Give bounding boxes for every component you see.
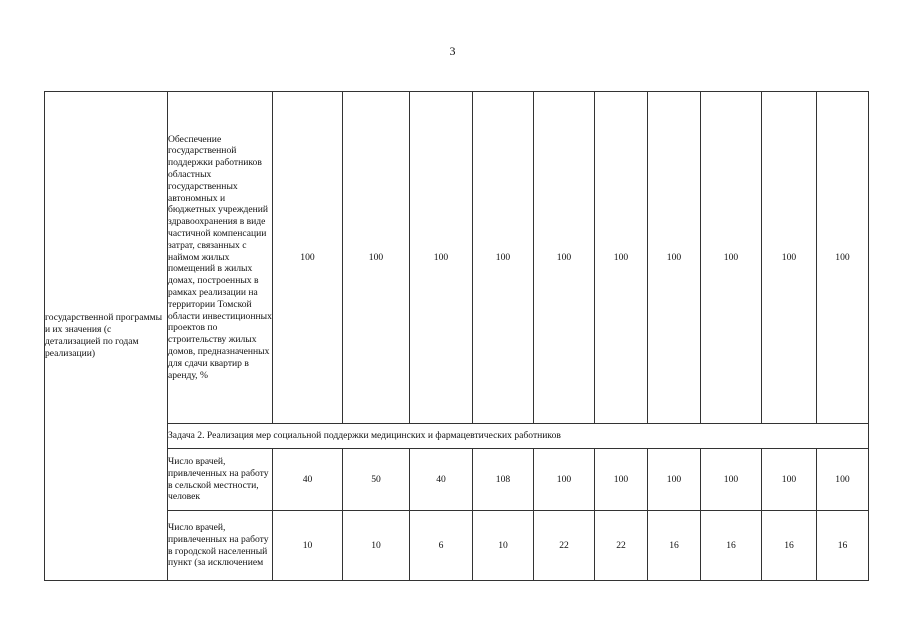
page-number: 3 (449, 44, 456, 58)
indicator-cell: Число врачей, привлеченных на работу в сельской местности, человек (168, 449, 273, 511)
value-cell: 6 (410, 511, 473, 581)
value-cell: 100 (273, 92, 343, 424)
value-cell: 108 (473, 449, 534, 511)
value-cell: 16 (648, 511, 701, 581)
indicator-table (44, 91, 869, 581)
value-cell: 100 (648, 92, 701, 424)
value-cell: 100 (410, 92, 473, 424)
table-row (45, 424, 869, 449)
value-cell: 100 (473, 92, 534, 424)
value-cell: 16 (817, 511, 869, 581)
value-cell: 100 (701, 92, 762, 424)
table-row (45, 511, 869, 581)
value-cell: 100 (343, 92, 410, 424)
value-cell: 100 (817, 449, 869, 511)
value-cell: 22 (595, 511, 648, 581)
value-cell: 40 (273, 449, 343, 511)
value-cell: 10 (343, 511, 410, 581)
value-cell: 16 (762, 511, 817, 581)
table-row (45, 92, 869, 424)
value-cell: 100 (701, 449, 762, 511)
program-label-cell: государственной программы и их значения (с детализацией по годам реализации) (45, 92, 168, 581)
table-row (45, 449, 869, 511)
value-cell: 100 (817, 92, 869, 424)
indicator-cell: Число врачей, привлеченных на работу в городской населенный пункт (за исключением (168, 511, 273, 581)
value-cell: 16 (701, 511, 762, 581)
indicator-cell: Обеспечение государственной поддержки работников областных государственных автономных и бюджетных учреждений здравоохранения в виде частичной компенсации затрат, связанных с наймом жилых помещений в жилых домах, построенных в рамках реализации на территории Томской области инвестиционных проектов по строительству жилых домов, предназначенных для сдачи квартир в аренду, % (168, 92, 273, 424)
value-cell: 10 (273, 511, 343, 581)
value-cell: 100 (762, 449, 817, 511)
value-cell: 100 (762, 92, 817, 424)
value-cell: 100 (534, 92, 595, 424)
value-cell: 50 (343, 449, 410, 511)
value-cell: 100 (648, 449, 701, 511)
value-cell: 100 (534, 449, 595, 511)
value-cell: 100 (595, 449, 648, 511)
value-cell: 10 (473, 511, 534, 581)
value-cell: 100 (595, 92, 648, 424)
value-cell: 22 (534, 511, 595, 581)
value-cell: 40 (410, 449, 473, 511)
task-heading-cell: Задача 2. Реализация мер социальной поддержки медицинских и фармацевтических работников (168, 424, 869, 449)
